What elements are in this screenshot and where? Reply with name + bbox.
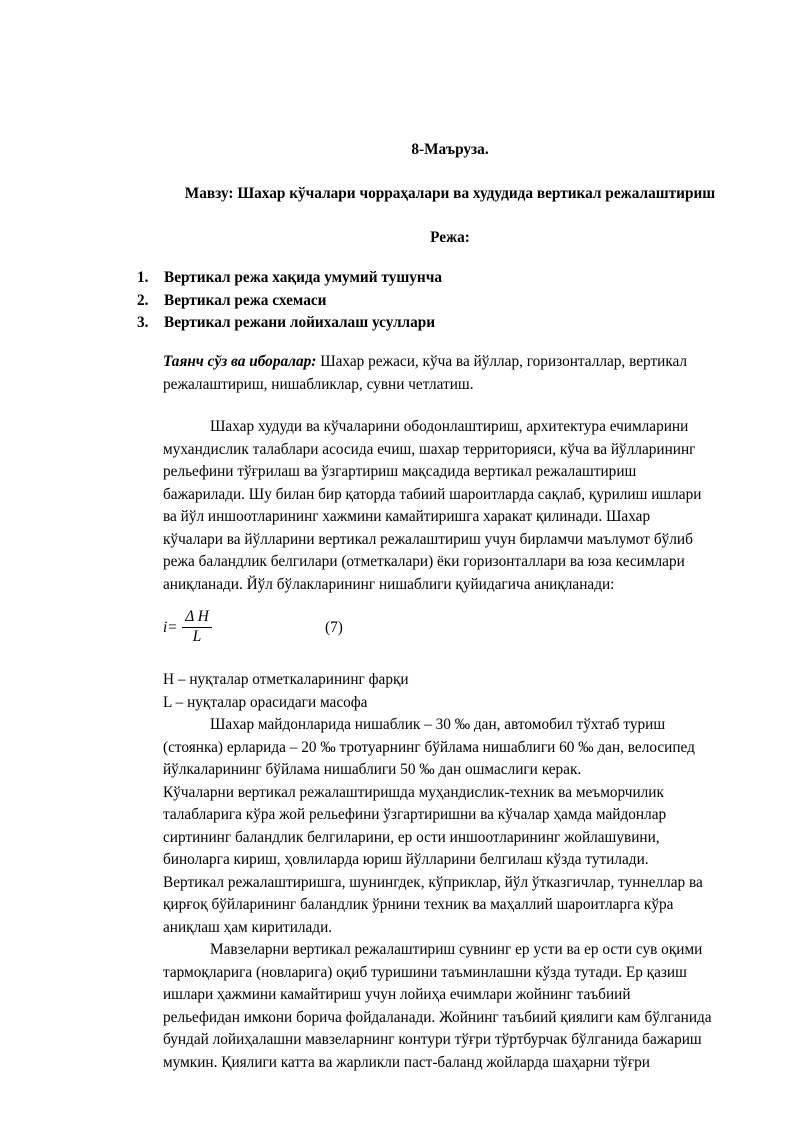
text-line: йўлкаларининг бўйлама нишаблиги 50 ‰ дан ошмаслиги керак. bbox=[163, 761, 582, 778]
text-line: мумкин. Қиялиги катта ва жарликли паст-баланд жойларда шаҳарни тўғри bbox=[163, 1053, 650, 1071]
text-line: Кўчаларни вертикал режалаштиришда муҳандислик-техник ва меъморчилик bbox=[163, 783, 664, 801]
text-line: талабларига кўра жой рельефини ўзгартиришни ва кўчалар ҳамда майдонлар bbox=[163, 806, 667, 823]
plan-list bbox=[137, 267, 442, 335]
text-line: ишлари ҳажмини камайтириш учун лойиҳа ечимлари жойнинг таъбиий bbox=[163, 986, 631, 1003]
plan-item bbox=[137, 290, 442, 313]
text-line: Шахар майдонларида нишаблик – 30 ‰ дан, автомобил тўхтаб туриш bbox=[210, 716, 666, 733]
text-line: биноларга кириш, ҳовлиларда юриш йўлларини белгилаш кўзда тутилади. bbox=[163, 851, 649, 868]
keywords-line: режалаштириш, нишабликлар, сувни четлатиш. bbox=[163, 375, 474, 393]
plan-item-number: 1. bbox=[137, 269, 149, 286]
text-line: рельефини тўғрилаш ва ўзгартириш мақсадида вертикал режалаштириш bbox=[163, 463, 637, 480]
text-line: бажарилади. Шу билан бир қаторда табиий шароитларда сақлаб, қурилиш ишлари bbox=[163, 485, 702, 503]
plan-item bbox=[137, 312, 442, 335]
text-line: бундай лойиҳалашни мавзеларнинг контури тўғри тўртбурчак бўлганида бажариш bbox=[163, 1031, 702, 1048]
text-line: аниқланади. Йўл бўлакларининг нишаблиги қуйидагича аниқланади: bbox=[163, 575, 615, 593]
formula-fraction bbox=[182, 608, 212, 646]
plan-item-text: Вертикал режа хақида умумий тушунча bbox=[164, 269, 442, 286]
lecture-number: 8-Маъруза. bbox=[411, 141, 489, 158]
text-line: қирғоқ бўйларининг баландлик ўрнини техник ва маҳаллий шароитларга кўра bbox=[163, 896, 674, 913]
plan-heading: Режа: bbox=[430, 229, 470, 246]
plan-item bbox=[137, 267, 442, 290]
definition-line: L – нуқталар орасидаги масофа bbox=[163, 693, 368, 711]
plan-item-text: Вертикал режа схемаси bbox=[164, 291, 327, 309]
plan-item-number: 3. bbox=[137, 314, 149, 331]
definitions-block bbox=[163, 669, 763, 1074]
formula-lhs: i= bbox=[163, 619, 178, 636]
definition-line: H – нуқталар отметкаларининг фарқи bbox=[163, 671, 409, 688]
text-line: Шахар худуди ва кўчаларини ободонлаштириш, архитектура ечимларини bbox=[210, 418, 689, 435]
text-line: ва йўл иншоотларининг хажмини камайтиришга харакат қилинади. Шахар bbox=[163, 508, 651, 525]
text-line: тармоқларига (новларига) оқиб туришини таъминлашни кўзда тутади. Ер қазиш bbox=[163, 963, 687, 981]
text-line: Мавзеларни вертикал режалаштириш сувнинг ер усти ва ер ости сув оқими bbox=[210, 941, 703, 958]
formula-numerator: Δ H bbox=[182, 608, 212, 628]
text-line: кўчалари ва йўлларини вертикал режалаштириш учун бирламчи маълумот бўлиб bbox=[163, 530, 693, 548]
text-line: режа баландлик белгилари (отметкалари) ёки горизонталлари ва юза кесимлари bbox=[163, 553, 685, 570]
lecture-topic: Мавзу: Шахар кўчалари чорраҳалари ва худудида вертикал режалаштириш bbox=[184, 185, 716, 202]
text-line: Вертикал режалаштиришга, шунингдек, кўприклар, йўл ўтказгичлар, туннеллар ва bbox=[163, 873, 703, 891]
text-line: мухандислик талаблари асосида ечиш, шахар территорияси, кўча ва йўлларининг bbox=[163, 440, 696, 458]
plan-item-text: Вертикал режани лойихалаш усуллари bbox=[164, 314, 436, 331]
text-line: аниқлаш ҳам киритилади. bbox=[163, 918, 333, 936]
plan-item-number: 2. bbox=[137, 291, 149, 309]
text-line: (стоянка) ерларида – 20 ‰ тротуарнинг бўйлама нишаблиги 60 ‰ дан, велосипед bbox=[163, 738, 695, 756]
paragraph-intro bbox=[163, 416, 763, 596]
equation-number: (7) bbox=[325, 619, 343, 636]
keywords-label: Таянч сўз ва иборалар: bbox=[163, 353, 317, 370]
keywords-paragraph bbox=[163, 351, 763, 396]
text-line: сиртининг баландлик белгиларини, ер ости иншоотларининг жойлашувини, bbox=[163, 828, 660, 846]
text-line: рельефидан имкони борича фойдаланади. Жойнинг таъбиий қиялиги кам бўлганида bbox=[163, 1008, 712, 1026]
formula-denominator: L bbox=[192, 628, 202, 645]
keywords-line: Шахар режаси, кўча ва йўллар, горизонталлар, вертикал bbox=[316, 353, 688, 370]
